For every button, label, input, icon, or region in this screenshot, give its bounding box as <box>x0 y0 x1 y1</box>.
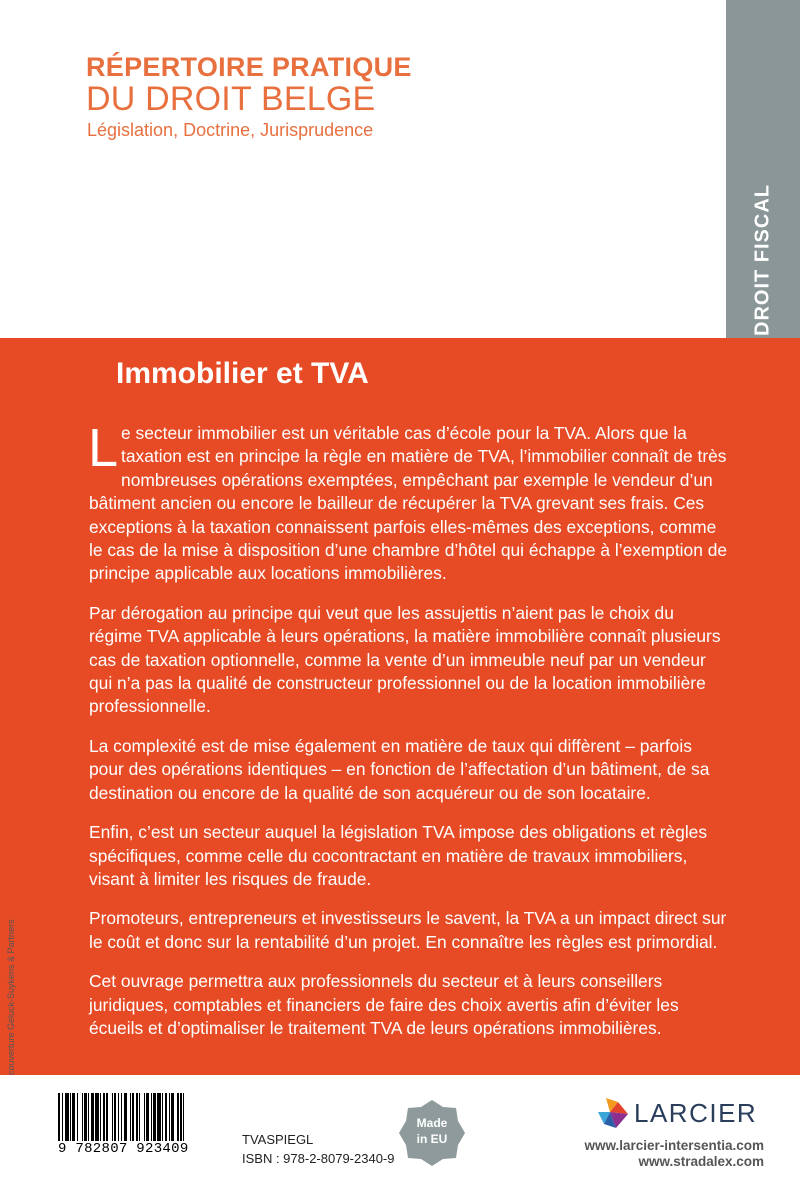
publisher-name: LARCIER <box>634 1098 758 1128</box>
made-in-eu-badge <box>398 1099 466 1167</box>
publisher-url-1[interactable]: www.larcier-intersentia.com <box>584 1138 764 1153</box>
back-cover-text <box>88 418 729 1056</box>
barcode <box>58 1093 232 1155</box>
barcode-stripe <box>184 1093 186 1141</box>
product-code: TVASPIEGL <box>242 1132 314 1147</box>
category-label: DROIT FISCAL <box>751 184 774 336</box>
series-tagline: Législation, Doctrine, Jurisprudence <box>87 120 374 140</box>
paragraph-1: Le secteur immobilier est un véritable cas d’école pour la TVA. Alors que la taxation est en principe la règle en matière de TVA, l’immobilier connaît de très nombreuses opérations exemptées, empêchant par exemple le vendeur d’un bâtiment ancien ou encore le bailleur de récupérer la TVA grevant ses frais. Ces exceptions à la taxation connaissent parfois elles-mêmes des exceptions, comme le cas de la mise à disposition d’une chambre d’hôtel qui échappe à l’exemption de principe applicable aux locations immobilières. <box>88 418 728 584</box>
drop-cap: L <box>88 418 119 478</box>
paragraph-6: Cet ouvrage permettra aux professionnels du secteur et à leurs conseillers juridiques, comptables et financiers de faire des choix avertis afin d’éviter les écueils et d’optimaliser le traitement TVA de leurs opérations immobilières. <box>89 971 679 1038</box>
badge-line-1: Made <box>416 1116 448 1130</box>
badge-line-2: in EU <box>416 1132 448 1146</box>
cover-credit: couverture Geluck-Suykens & Partners <box>6 919 16 1075</box>
isbn: ISBN : 978-2-8079-2340-9 <box>242 1151 395 1166</box>
paragraph-2: Par dérogation au principe qui veut que les assujettis n’aient pas le choix du régime TVA applicable à leurs opérations, la matière immobilière connaît plusieurs cas de taxation optionnelle, comme la vente d’un immeuble neuf par un vendeur qui n’a pas la qualité de constructeur professionnel ou de la location immobilière professionnelle. <box>89 602 721 717</box>
book-title: Immobilier et TVA <box>116 357 369 390</box>
paragraph-5: Promoteurs, entrepreneurs et investisseurs le savent, la TVA a un impact direct sur le coût et donc sur la rentabilité d’un projet. En connaître les règles est primordial. <box>89 908 727 952</box>
publisher-logo <box>596 1096 766 1132</box>
publisher-url-2[interactable]: www.stradalex.com <box>638 1154 764 1169</box>
series-title: RÉPERTOIRE PRATIQUE <box>86 52 412 82</box>
barcode-digits: 9 782807 923409 <box>58 1141 189 1157</box>
larcier-logo-icon <box>596 1096 630 1130</box>
header-area <box>0 0 800 338</box>
barcode-bars <box>58 1093 232 1141</box>
category-band <box>726 0 800 338</box>
paragraph-3: La complexité est de mise également en matière de taux qui diffèrent – parfois pour des opérations identiques – en fonction de l’affectation d’un bâtiment, de sa destination ou encore de la qualité de son acquéreur ou de son locataire. <box>89 735 710 803</box>
paragraph-4: Enfin, c’est un secteur auquel la législation TVA impose des obligations et règles spécifiques, comme celle du cocontractant en matière de travaux immobiliers, visant à limiter les risques de fraude. <box>89 822 708 889</box>
series-subtitle: DU DROIT BELGE <box>86 80 376 118</box>
